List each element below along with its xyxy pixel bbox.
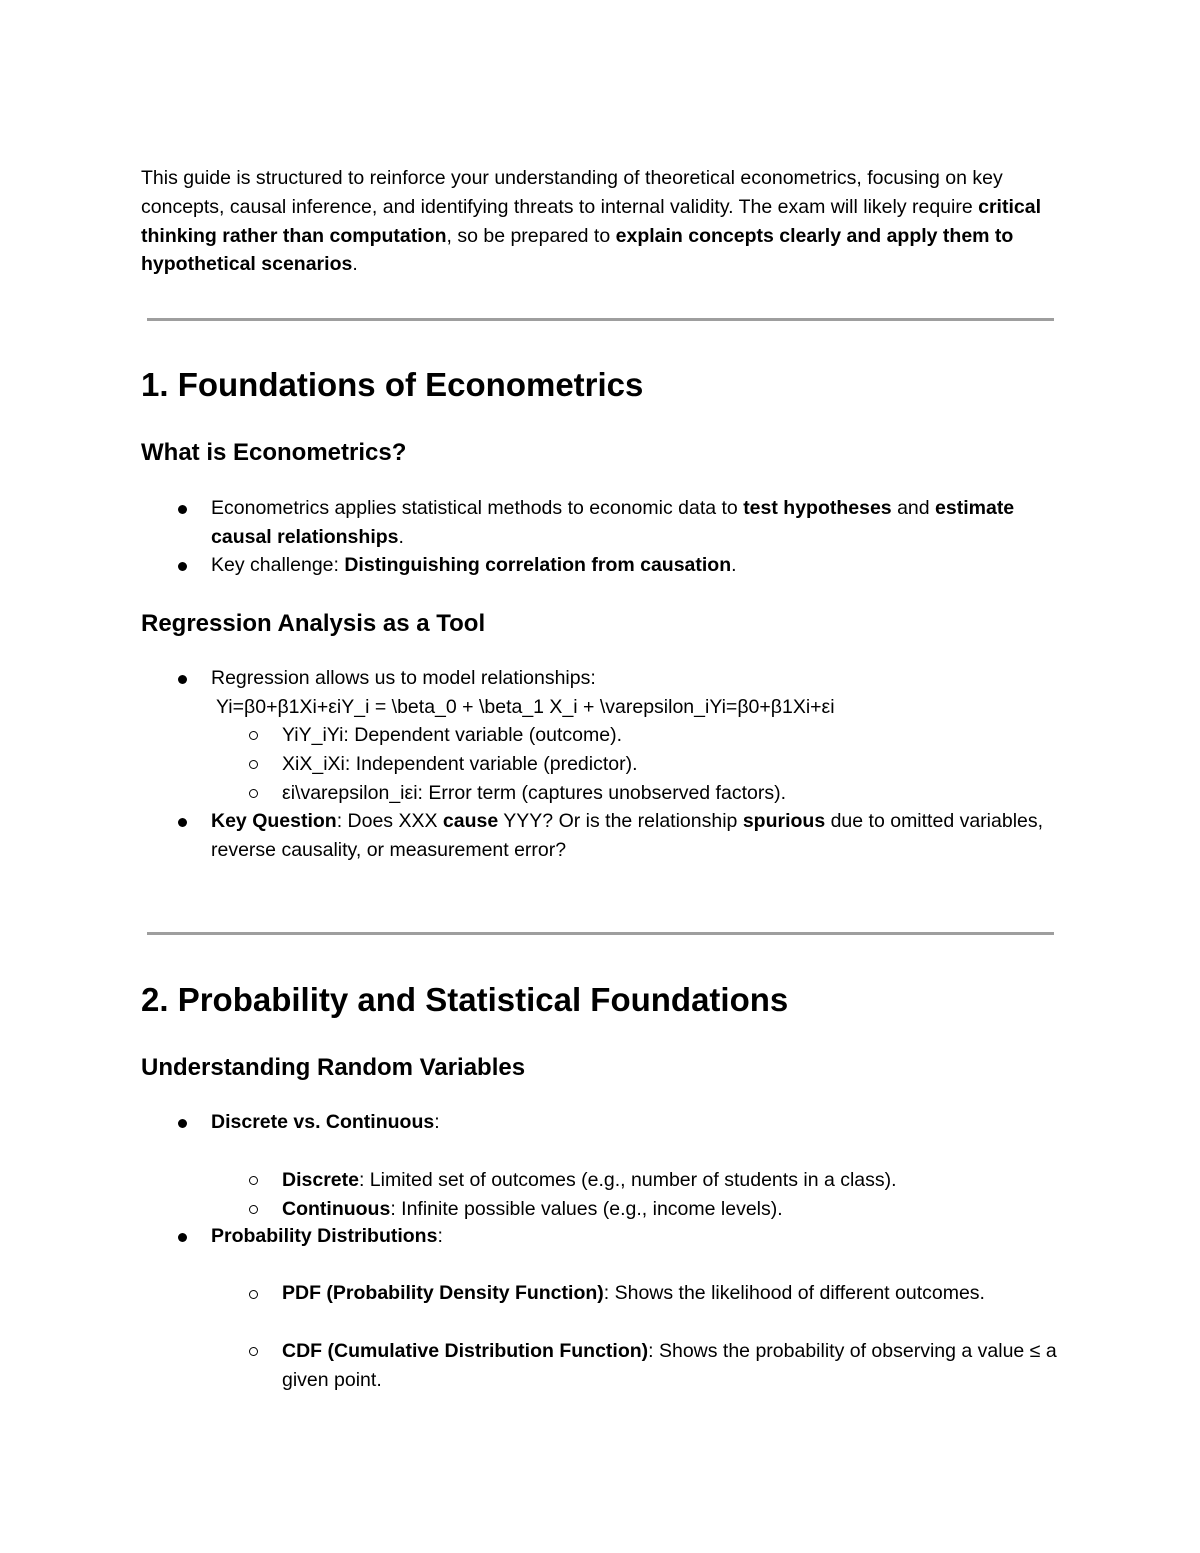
bullet-icon (178, 505, 187, 514)
circle-bullet-icon (249, 1290, 258, 1299)
item-bold: cause (442, 810, 499, 832)
circle-bullet-icon (249, 1176, 258, 1185)
item-bold: test hypotheses (743, 497, 892, 519)
item-text: . (398, 525, 404, 548)
item-text: Regression allows us to model relationships: (211, 667, 596, 689)
circle-bullet-icon (249, 1205, 258, 1214)
list-item (211, 551, 1071, 580)
intro-text: . (352, 253, 358, 276)
item-text: : Limited set of outcomes (e.g., number of students in a class). (358, 1169, 897, 1191)
circle-bullet-icon (249, 760, 258, 769)
item-bold: Discrete (282, 1169, 359, 1191)
item-bold: spurious (742, 810, 826, 832)
subsection-heading: What is Econometrics? (141, 439, 407, 466)
intro-paragraph (141, 164, 1071, 279)
sub-list-item (282, 1166, 1072, 1195)
item-text: and (891, 497, 936, 519)
item-bold: Discrete vs. Continuous (211, 1111, 435, 1133)
list-item (211, 1222, 1071, 1251)
item-bold: Distinguishing correlation from causation (344, 554, 732, 576)
sub-list-item: εi\varepsilon_iεi​: Error term (captures unobserved factors). (282, 782, 786, 804)
section-heading: 2. Probability and Statistical Foundations (141, 981, 789, 1018)
item-text: Key challenge: (211, 554, 345, 576)
item-text: : Does XXX (336, 810, 443, 832)
item-text: Econometrics applies statistical methods to economic data to (211, 497, 744, 519)
bullet-icon (178, 562, 187, 571)
item-text: : (434, 1111, 440, 1133)
sub-list-item: YiY_iYi​: Dependent variable (outcome). (282, 724, 622, 746)
sub-list-item (282, 1195, 1072, 1224)
item-text: due to omitted variables, reverse causality, or measurement error? (211, 810, 1044, 861)
sub-list-item (282, 1337, 1072, 1395)
item-text: : Infinite possible values (e.g., income levels). (390, 1198, 783, 1220)
regression-equation: Yi=β0+β1Xi+εiY_i = \beta_0 + \beta_1 X_i + \varepsilon_iYi​=β0​+β1​Xi​+εi​ (216, 695, 835, 718)
sub-list-item: XiX_iXi​: Independent variable (predictor). (282, 753, 638, 775)
list-item (211, 664, 1071, 722)
horizontal-rule (147, 318, 1054, 321)
item-bold: PDF (Probability Density Function) (282, 1282, 604, 1304)
intro-bold: explain concepts clearly and apply them to hypothetical scenarios (141, 224, 1014, 276)
list-item (211, 494, 1071, 552)
subsection-heading: Regression Analysis as a Tool (141, 610, 486, 637)
item-text: . (731, 554, 737, 576)
subsection-heading: Understanding Random Variables (141, 1054, 526, 1081)
list-item (211, 1108, 1071, 1137)
item-bold: Key Question (211, 810, 337, 832)
intro-text: , so be prepared to (446, 224, 616, 247)
circle-bullet-icon (249, 1347, 258, 1356)
item-text: : Shows the probability of observing a value ≤ a given point. (282, 1340, 1057, 1391)
list-item (211, 807, 1071, 865)
item-bold: Probability Distributions (211, 1225, 438, 1247)
horizontal-rule (147, 932, 1054, 935)
bullet-icon (178, 818, 187, 827)
item-text: : Shows the likelihood of different outcomes. (603, 1282, 985, 1304)
item-text: YYY? Or is the relationship (498, 810, 743, 832)
item-bold: CDF (Cumulative Distribution Function) (282, 1340, 649, 1362)
circle-bullet-icon (249, 731, 258, 740)
bullet-icon (178, 675, 187, 684)
sub-list-item (282, 1279, 1072, 1308)
bullet-icon (178, 1119, 187, 1128)
item-text: : (437, 1225, 443, 1247)
bullet-icon (178, 1233, 187, 1242)
item-bold: Continuous (282, 1198, 391, 1220)
circle-bullet-icon (249, 789, 258, 798)
intro-text: This guide is structured to reinforce your understanding of theoretical econometrics, focusing on key concepts, causal inference, and identifying threats to internal validity. The exam will likely require (141, 167, 1003, 218)
item-bold: estimate causal relationships (211, 497, 1015, 548)
intro-bold: critical thinking rather than computation (141, 195, 1041, 247)
section-heading: 1. Foundations of Econometrics (141, 366, 644, 403)
